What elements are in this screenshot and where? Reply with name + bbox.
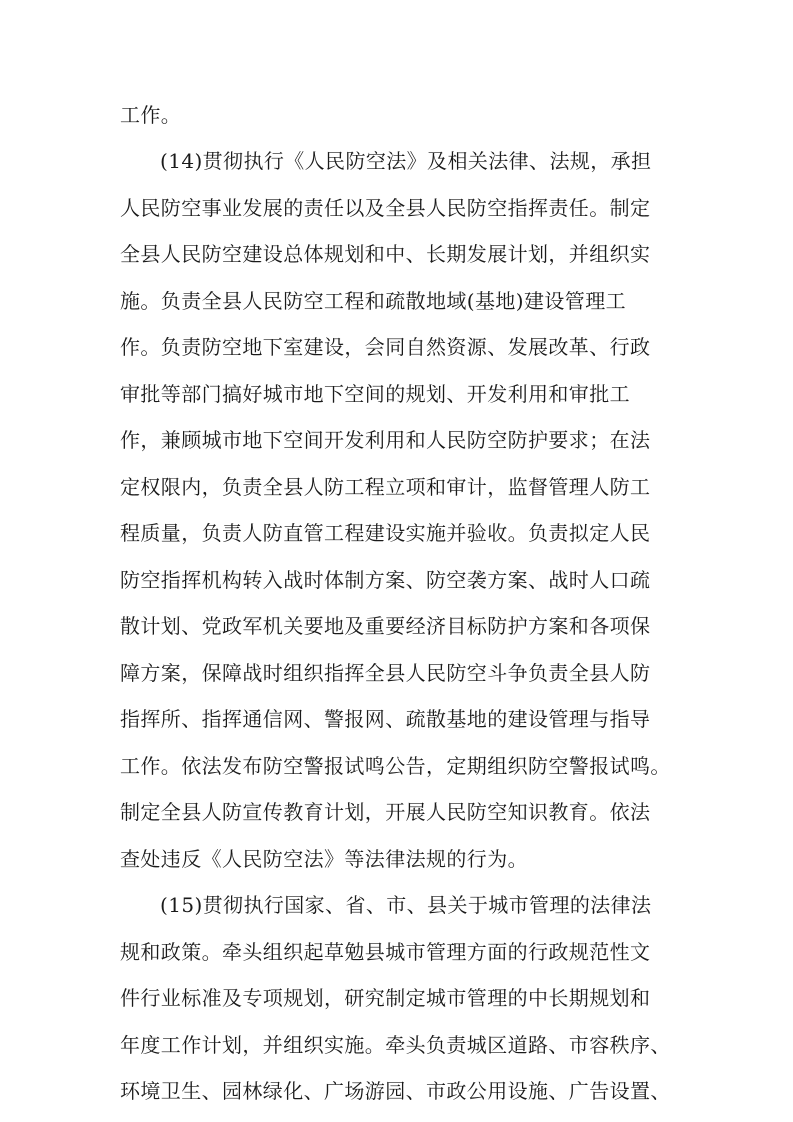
text-line: 件行业标准及专项规划，研究制定城市管理的中长期规划和 xyxy=(120,986,651,1010)
paragraph-14-start: (14)贯彻执行《人民防空法》及相关法律、法规，承担 xyxy=(160,149,652,173)
text-line: 工作。依法发布防空警报试鸣公告，定期组织防空警报试鸣。 xyxy=(120,754,671,778)
text-line: 作。负责防空地下室建设，会同自然资源、发展改革、行政 xyxy=(120,335,651,359)
text-line: 防空指挥机构转入战时体制方案、防空袭方案、战时人口疏 xyxy=(120,568,651,592)
text-line: 障方案，保障战时组织指挥全县人民防空斗争负责全县人防 xyxy=(120,661,651,685)
text-line: 制定全县人防宣传教育计划，开展人民防空知识教育。依法 xyxy=(120,800,651,824)
text-line: 全县人民防空建设总体规划和中、长期发展计划，并组织实 xyxy=(120,242,651,266)
text-line: 环境卫生、园林绿化、广场游园、市政公用设施、广告设置、 xyxy=(120,1079,671,1103)
text-line: 施。负责全县人民防空工程和疏散地域(基地)建设管理工 xyxy=(120,289,627,313)
text-line: 定权限内，负责全县人防工程立项和审计，监督管理人防工 xyxy=(120,475,651,499)
text-line: 规和政策。牵头组织起草勉县城市管理方面的行政规范性文 xyxy=(120,940,651,964)
text-line: 散计划、党政军机关要地及重要经济目标防护方案和各项保 xyxy=(120,614,651,638)
text-line: 程质量，负责人防直管工程建设实施并验收。负责拟定人民 xyxy=(120,521,651,545)
text-line: 作，兼顾城市地下空间开发利用和人民防空防护要求；在法 xyxy=(120,428,651,452)
text-line: 人民防空事业发展的责任以及全县人民防空指挥责任。制定 xyxy=(120,196,651,220)
text-line: 审批等部门搞好城市地下空间的规划、开发利用和审批工 xyxy=(120,382,630,406)
text-line: 年度工作计划，并组织实施。牵头负责城区道路、市容秩序、 xyxy=(120,1033,671,1057)
text-line: 指挥所、指挥通信网、警报网、疏散基地的建设管理与指导 xyxy=(120,707,651,731)
paragraph-15-start: (15)贯彻执行国家、省、市、县关于城市管理的法律法 xyxy=(160,893,652,917)
text-line: 查处违反《人民防空法》等法律法规的行为。 xyxy=(120,847,528,871)
text-line: 工作。 xyxy=(120,103,182,127)
